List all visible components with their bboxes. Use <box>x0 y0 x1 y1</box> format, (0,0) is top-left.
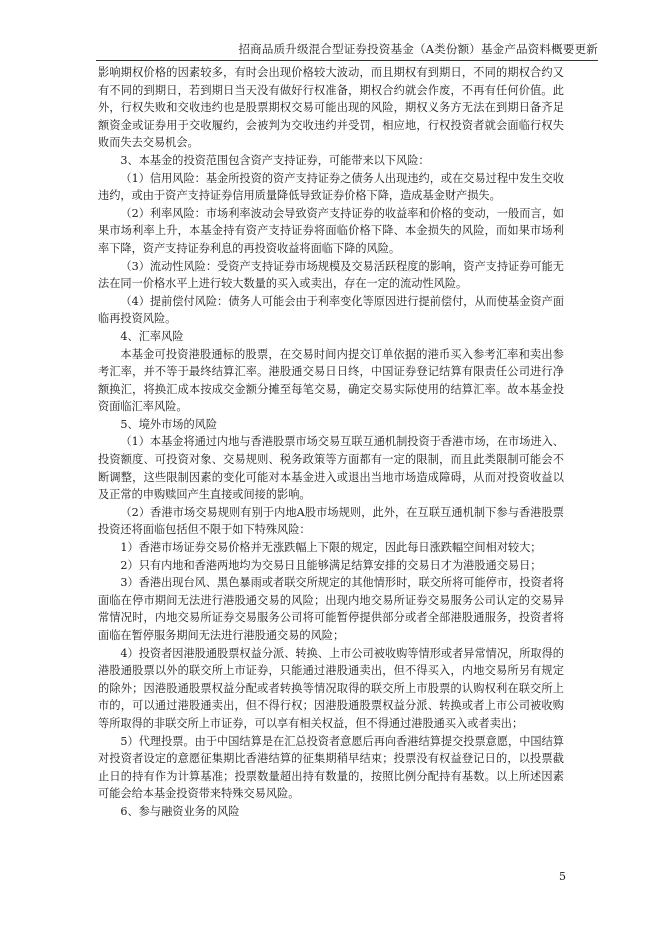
paragraph: （1）信用风险：基金所投资的资产支持证券之债务人出现违约，或在交易过程中发生交收违约，或由于资产支持证券信用质量降低导致证券价格下降，造成基金财产损失。 <box>98 171 564 203</box>
paragraph: 本基金可投资港股通标的股票，在交易时间内提交订单依据的港币买入参考汇率和卖出参考汇率，并不等于最终结算汇率。港股通交易日日终，中国证券登记结算有限责任公司进行净额换汇，将换汇成本按成交金额分摊至每笔交易，确定交易实际使用的结算汇率。故本基金投资面临汇率风险。 <box>98 347 564 414</box>
paragraph: （3）流动性风险：受资产支持证券市场规模及交易活跃程度的影响，资产支持证券可能无法在同一价格水平上进行较大数量的买入或卖出，存在一定的流动性风险。 <box>98 259 564 291</box>
running-header: 招商品质升级混合型证券投资基金（A类份额）基金产品资料概要更新 <box>238 42 598 56</box>
paragraph: 影响期权价格的因素较多，有时会出现价格较大波动，而且期权有到期日，不同的期权合约又有不同的到期日，若到期日当天没有做好行权准备，期权合约就会作废，不再有任何价值。此外，行权失败和交收违约也是股票期权交易可能出现的风险，期权义务方无法在到期日备齐足额资金或证券用于交收履约，会被判为交收违约并受罚，相应地，行权投资者就会面临行权失败而失去交易机会。 <box>98 66 564 150</box>
document-body <box>98 64 564 821</box>
paragraph: 3、本基金的投资范围包含资产支持证券，可能带来以下风险： <box>120 153 430 167</box>
paragraph: 1）香港市场证券交易价格并无涨跌幅上下限的规定，因此每日涨跌幅空间相对较大； <box>120 541 542 555</box>
paragraph: 3）香港出现台风、黑色暴雨或者联交所规定的其他情形时，联交所将可能停市，投资者将面临在停市期间无法进行港股通交易的风险；出现内地交易所证券交易服务公司认定的交易异常情况时，内地交易所证券交易服务公司将可能暂停提供部分或者全部港股通服务，投资者将面临在暂停服务期间无法进行港股通交易的风险； <box>98 576 564 642</box>
paragraph: 5）代理投票。由于中国结算是在汇总投资者意愿后再向香港结算提交投票意愿，中国结算对投资者设定的意愿征集期比香港结算的征集期稍早结束；投票没有权益登记日的，以投票截止日的持有作为计算基准；投票数量超出持有数量的，按照比例分配持有基数。以上所述因素可能会给本基金投资带来特殊交易风险。 <box>98 734 564 801</box>
header-rule <box>96 60 598 61</box>
paragraph: 4）投资者因港股通股票权益分派、转换、上市公司被收购等情形或者异常情况，所取得的港股通股票以外的联交所上市证券，只能通过港股通卖出，但不得买入，内地交易所另有规定的除外；因港股通股票权益分配或者转换等情况取得的联交所上市股票的认购权利在联交所上市的，可以通过港股通卖出，但不得行权；因港股通股票权益分派、转换或者上市公司被收购等所取得的非联交所上市证券，可以享有相关权益，但不得通过港股通买入或者卖出； <box>98 646 564 730</box>
page-number: 5 <box>559 870 566 883</box>
paragraph: 2）只有内地和香港两地均为交易日且能够满足结算安排的交易日才为港股通交易日； <box>120 558 542 572</box>
paragraph: （1）本基金将通过内地与香港股票市场交易互联互通机制投资于香港市场，在市场进入、投资额度、可投资对象、交易规则、税务政策等方面都有一定的限制，而且此类限制可能会不断调整，这些限制因素的变化可能对本基金进入或退出当地市场造成障碍，从而对投资收益以及正常的申购赎回产生直接或间接的影响。 <box>98 435 564 502</box>
paragraph: （2）利率风险：市场利率波动会导致资产支持证券的收益率和价格的变动，一般而言，如果市场利率上升，本基金持有资产支持证券将面临价格下降、本金损失的风险，而如果市场利率下降，资产支持证券利息的再投资收益将面临下降的风险。 <box>98 206 564 255</box>
paragraph: （2）香港市场交易规则有别于内地A股市场规则，此外，在互联互通机制下参与香港股票投资还将面临包括但不限于如下特殊风险： <box>98 505 564 537</box>
paragraph: 4、汇率风险 <box>120 329 184 343</box>
paragraph: 5、境外市场的风险 <box>120 417 218 431</box>
paragraph: （4）提前偿付风险：债务人可能会由于利率变化等原因进行提前偿付，从而使基金资产面临再投资风险。 <box>98 294 564 326</box>
paragraph: 6、参与融资业务的风险 <box>120 804 240 818</box>
